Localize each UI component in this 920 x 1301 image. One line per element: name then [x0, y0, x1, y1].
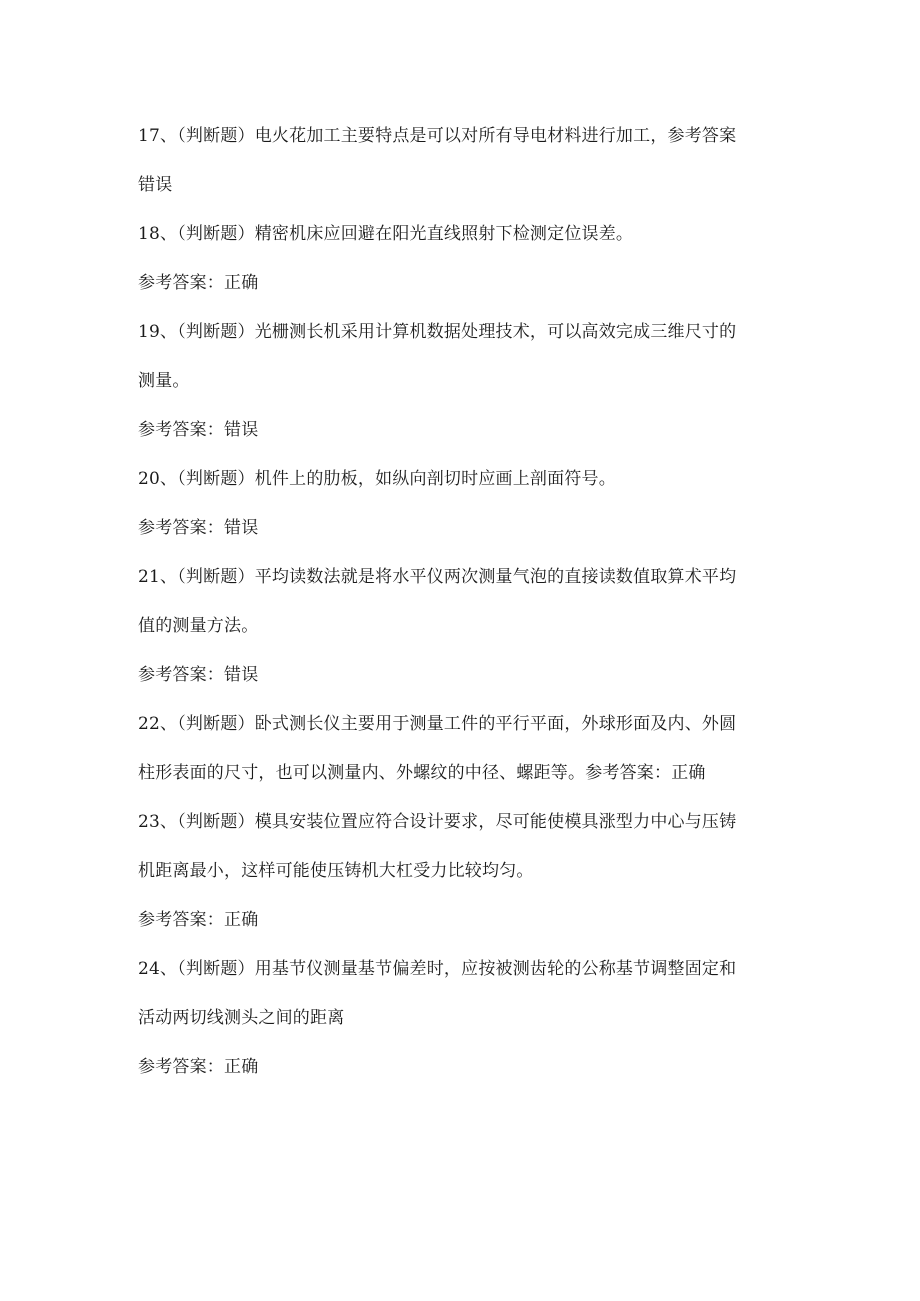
q21-question-line-2: 值的测量方法。: [138, 616, 259, 636]
q24-answer-line: 参考答案：正确: [138, 1057, 259, 1077]
q19-question-line-2: 测量。: [138, 371, 190, 391]
q24-question-line-2: 活动两切线测头之间的距离: [138, 1008, 345, 1028]
q18-question-line: 18、（判断题）精密机床应回避在阳光直线照射下检测定位误差。: [138, 224, 634, 244]
q24-question-line: 24、（判断题）用基节仪测量基节偏差时，应按被测齿轮的公称基节调整固定和: [138, 959, 737, 979]
document-page: [138, 112, 788, 1092]
q17-answer-line: 错误: [138, 175, 173, 195]
q22-question-line: 22、（判断题）卧式测长仪主要用于测量工件的平行平面，外球形面及内、外圆: [138, 714, 737, 734]
q21-question-line: 21、（判断题）平均读数法就是将水平仪两次测量气泡的直接读数值取算术平均: [138, 567, 737, 587]
q18-answer-line: 参考答案：正确: [138, 273, 259, 293]
q23-answer-line: 参考答案：正确: [138, 910, 259, 930]
q23-question-line-2: 机距离最小，这样可能使压铸机大杠受力比较均匀。: [138, 861, 534, 881]
q21-answer-line: 参考答案：错误: [138, 665, 259, 685]
q17-question-line: 17、（判断题）电火花加工主要特点是可以对所有导电材料进行加工，参考答案: [138, 126, 737, 146]
q19-answer-line: 参考答案：错误: [138, 420, 259, 440]
q20-question-line: 20、（判断题）机件上的肋板，如纵向剖切时应画上剖面符号。: [138, 469, 616, 489]
q22-question-line-2: 柱形表面的尺寸，也可以测量内、外螺纹的中径、螺距等。参考答案：正确: [138, 763, 706, 783]
q20-answer-line: 参考答案：错误: [138, 518, 259, 538]
q19-question-line: 19、（判断题）光栅测长机采用计算机数据处理技术，可以高效完成三维尺寸的: [138, 322, 737, 342]
q23-question-line: 23、（判断题）模具安装位置应符合设计要求，尽可能使模具涨型力中心与压铸: [138, 812, 737, 832]
